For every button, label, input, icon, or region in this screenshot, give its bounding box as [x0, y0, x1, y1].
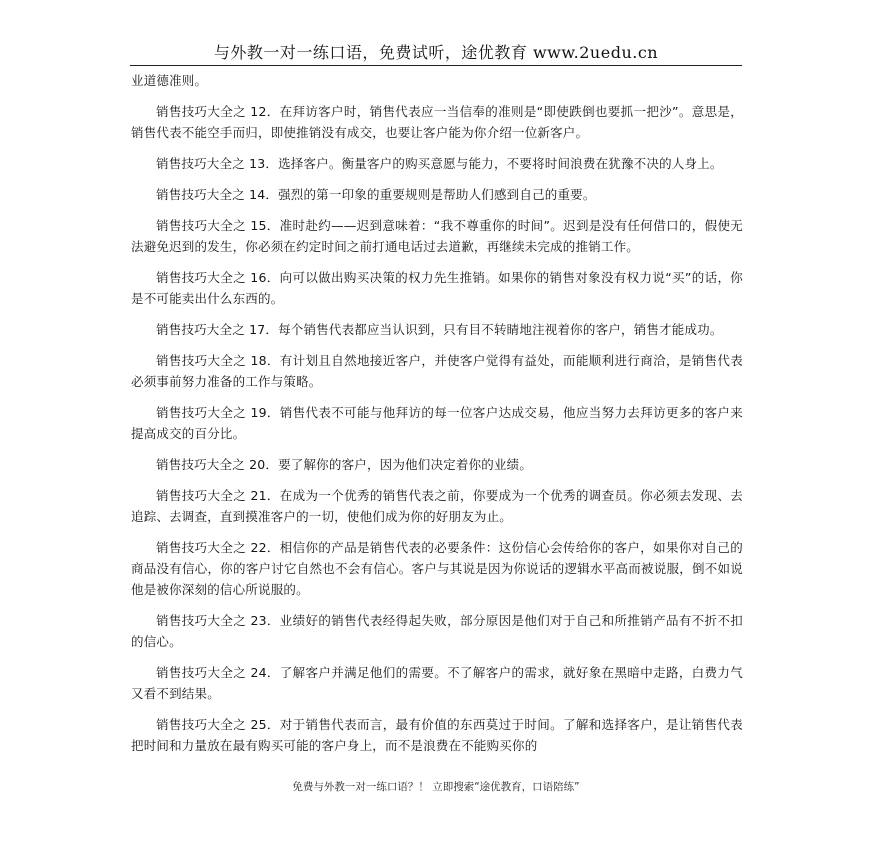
header-divider — [130, 65, 742, 66]
paragraph: 销售技巧大全之 14．强烈的第一印象的重要规则是帮助人们感到自己的重要。 — [156, 187, 596, 202]
paragraph: 销售技巧大全之 23．业绩好的销售代表经得起失败，部分原因是他们对于自己和所推销产品有不折不扣的信心。 — [131, 613, 743, 649]
paragraph: 销售技巧大全之 24．了解客户并满足他们的需要。不了解客户的需求，就好象在黑暗中走路，白费力气又看不到结果。 — [131, 665, 743, 701]
paragraph: 销售技巧大全之 18．有计划且自然地接近客户，并使客户觉得有益处，而能顺利进行商洽，是销售代表必须事前努力准备的工作与策略。 — [131, 353, 743, 389]
paragraph: 销售技巧大全之 16．向可以做出购买决策的权力先生推销。如果你的销售对象没有权力说“买”的话，你是不可能卖出什么东西的。 — [131, 270, 743, 306]
page-footer: 免费与外教一对一练口语？！ 立即搜索“途优教育，口语陪练” — [292, 781, 580, 793]
paragraph: 销售技巧大全之 25．对于销售代表而言，最有价值的东西莫过于时间。了解和选择客户，是让销售代表把时间和力量放在最有购买可能的客户身上，而不是浪费在不能购买你的 — [131, 717, 743, 753]
paragraph: 业道德准则。 — [131, 73, 208, 88]
paragraph: 销售技巧大全之 13．选择客户。衡量客户的购买意愿与能力，不要将时间浪费在犹豫不决的人身上。 — [156, 156, 723, 171]
paragraph: 销售技巧大全之 12．在拜访客户时，销售代表应一当信奉的准则是“即使跌倒也要抓一把沙”。意思是，销售代表不能空手而归，即使推销没有成交，也要让客户能为你介绍一位新客户。 — [131, 104, 743, 140]
paragraph: 销售技巧大全之 21．在成为一个优秀的销售代表之前，你要成为一个优秀的调查员。你必须去发现、去追踪、去调查，直到摸准客户的一切，使他们成为你的好朋友为止。 — [131, 488, 743, 524]
paragraph: 销售技巧大全之 17．每个销售代表都应当认识到，只有目不转睛地注视着你的客户，销售才能成功。 — [156, 322, 723, 337]
document-body — [131, 70, 743, 766]
paragraph: 销售技巧大全之 15．准时赴约——迟到意味着：“我不尊重你的时间”。迟到是没有任何借口的，假使无法避免迟到的发生，你必须在约定时间之前打通电话过去道歉，再继续未完成的推销工作。 — [131, 218, 743, 254]
paragraph: 销售技巧大全之 20．要了解你的客户，因为他们决定着你的业绩。 — [156, 457, 533, 472]
paragraph: 销售技巧大全之 19．销售代表不可能与他拜访的每一位客户达成交易，他应当努力去拜访更多的客户来提高成交的百分比。 — [131, 405, 743, 441]
paragraph: 销售技巧大全之 22．相信你的产品是销售代表的必要条件：这份信心会传给你的客户，如果你对自己的商品没有信心，你的客户讨它自然也不会有信心。客户与其说是因为你说话的逻辑水平高而被说服，倒不如说他是被你深刻的信心所说服的。 — [131, 540, 743, 597]
page-header: 与外教一对一练口语，免费试听，途优教育 www.2uedu.cn — [213, 43, 659, 62]
